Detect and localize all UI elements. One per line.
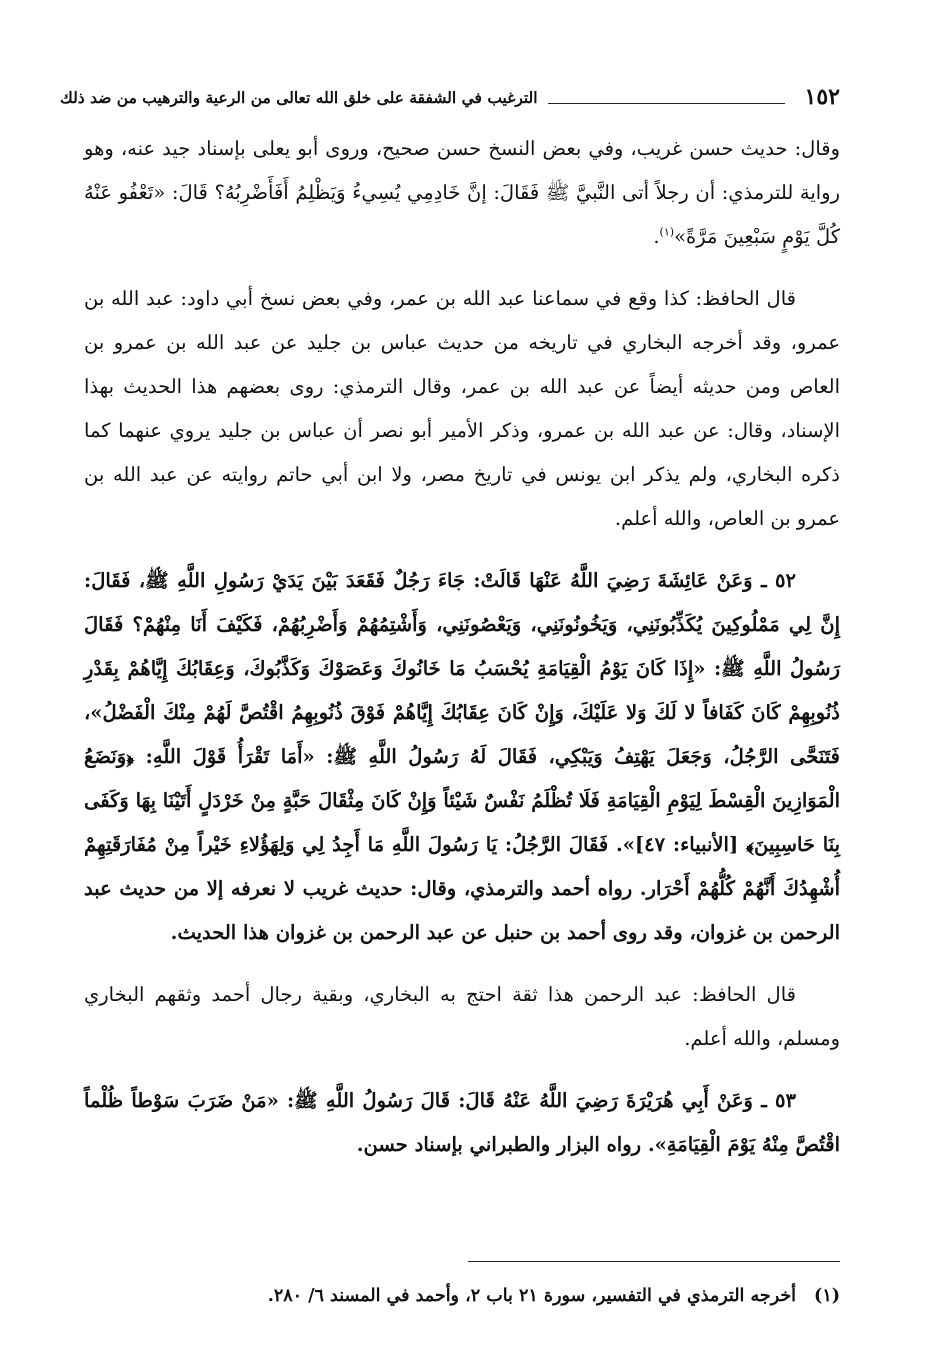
paragraph-tail: . <box>653 225 660 248</box>
paragraph-tirmidhi-note <box>84 127 840 259</box>
running-header-title: الترغيب في الشفقة على خلق الله تعالى من الرعية والترهيب من ضد ذلك <box>60 87 538 107</box>
page-number: ١٥٢ <box>804 84 840 110</box>
hadith-text: وَعَنْ أَبِي هُرَيْرَةَ رَضِيَ اللَّهُ عَنْهُ قَالَ: قَالَ رَسُولُ اللَّهِ ﷺ: «مَنْ ضَرَبَ سَوْطاً ظُلْماً اقْتُصَّ مِنْهُ يَوْمَ الْقِيَامَةِ». رواه البزار والطبراني بإسناد حسن. <box>84 1089 840 1156</box>
paragraph-hafiz-comment <box>84 277 840 541</box>
hadith-53 <box>84 1079 840 1167</box>
header-rule <box>548 103 785 104</box>
running-header <box>60 80 840 114</box>
hadith-number: ٥٢ ـ <box>760 569 796 592</box>
hadith-text: وَعَنْ عَائِشَةَ رَضِيَ اللَّهُ عَنْهَا قَالَتْ: جَاءَ رَجُلٌ فَقَعَدَ بَيْنَ يَدَيْ رَسُولِ اللَّهِ ﷺ، فَقَالَ: إِنَّ لِي مَمْلُوكِينَ يُكَذِّبُونَنِي، وَيَخُونُونَنِي، وَيَعْصُونَنِي، وَأَشْتِمُهُمْ وَأَضْرِبُهُمْ، فَكَيْفَ أَنَا مِنْهُمْ؟ فَقَالَ رَسُولُ اللَّهِ ﷺ: «إِذَا كَانَ يَوْمُ الْقِيَامَةِ يُحْسَبُ مَا خَانُوكَ وَعَصَوْكَ وَكَذَّبُوكَ، وَعِقَابُكَ إِيَّاهُمْ بِقَدْرِ ذُنُوبِهِمْ كَانَ كَفَافاً لا لَكَ وَلا عَلَيْكَ، وَإِنْ كَانَ عِقَابُكَ إِيَّاهُمْ فَوْقَ ذُنُوبِهِمُ اقْتُصَّ لَهُمْ مِنْكَ الْفَضْلُ»، فَتَنَحَّى الرَّجُلُ، وَجَعَلَ يَهْتِفُ وَيَبْكِي، فَقَالَ لَهُ رَسُولُ اللَّهِ ﷺ: «أَمَا تَقْرَأُ قَوْلَ اللَّهِ: ﴿وَنَضَعُ الْمَوَازِينَ الْقِسْطَ لِيَوْمِ الْقِيَامَةِ فَلَا تُظْلَمُ نَفْسٌ شَيْئاً وَإِنْ كَانَ مِثْقَالَ حَبَّةٍ مِنْ خَرْدَلٍ أَتَيْنَا بِهَا وَكَفَى بِنَا حَاسِبِينَ﴾ [الأنبياء: ٤٧]». فَقَالَ الرَّجُلُ: يَا رَسُولَ اللَّهِ مَا أَجِدُ لِي وَلِهَؤُلاءِ خَيْراً مِنْ مُفَارَقَتِهِمْ أُشْهِدُكَ أَنَّهُمْ كُلُّهُمْ أَحْرَار. رواه أحمد والترمذي، وقال: حديث غريب لا نعرفه إلا من حديث عبد الرحمن بن غزوان، وقد روى أحمد بن حنبل عن عبد الرحمن بن غزوان هذا الحديث. <box>84 569 841 944</box>
paragraph-text: قال الحافظ: عبد الرحمن هذا ثقة احتج به البخاري، وبقية رجال أحمد وثقهم البخاري ومسلم، والله أعلم. <box>84 983 840 1050</box>
hadith-number: ٥٣ ـ <box>761 1089 796 1112</box>
footnote-separator <box>468 1261 840 1262</box>
paragraph-text: وقال: حديث حسن غريب، وفي بعض النسخ حسن صحيح، وروى أبو يعلى بإسناد جيد عنه، وهو رواية للترمذي: أن رجلاً أتى النَّبيَّ ﷺ فَقَالَ: إنَّ خَادِمِي يُسِيءُ وَيَظْلِمُ أَفَأَضْرِبُهُ؟ قَالَ: «تَعْفُو عَنْهُ كُلَّ يَوْمٍ سَبْعِينَ مَرَّةً» <box>84 137 840 248</box>
hadith-52 <box>84 559 840 955</box>
paragraph-hafiz-comment-2 <box>84 973 840 1061</box>
paragraph-text: قال الحافظ: كذا وقع في سماعنا عبد الله بن عمر، وفي بعض نسخ أبي داود: عبد الله بن عمرو، وقد أخرجه البخاري في تاريخه من حديث عباس بن جليد عن عبد الله بن عمرو بن العاص ومن حديثه أيضاً عن عبد الله بن عمر، وقال الترمذي: روى بعضهم هذا الحديث بهذا الإسناد، وقال: عن عبد الله بن عمرو، وذكر الأمير أبو نصر أن عباس بن جليد يروي عنهما كما ذكره البخاري، ولم يذكر ابن يونس في تاريخ مصر، ولا ابن أبي حاتم روايته عن عبد الله بن عمرو بن العاص، والله أعلم. <box>84 287 840 530</box>
footnote-reference: (١) <box>659 225 675 239</box>
footnote <box>84 1281 840 1311</box>
main-text <box>84 127 840 1185</box>
footnote-text: أخرجه الترمذي في التفسير، سورة ٢١ باب ٢، وأحمد في المسند ٦/ ٢٨٠. <box>267 1286 797 1306</box>
footnote-marker: (١) <box>814 1286 840 1306</box>
